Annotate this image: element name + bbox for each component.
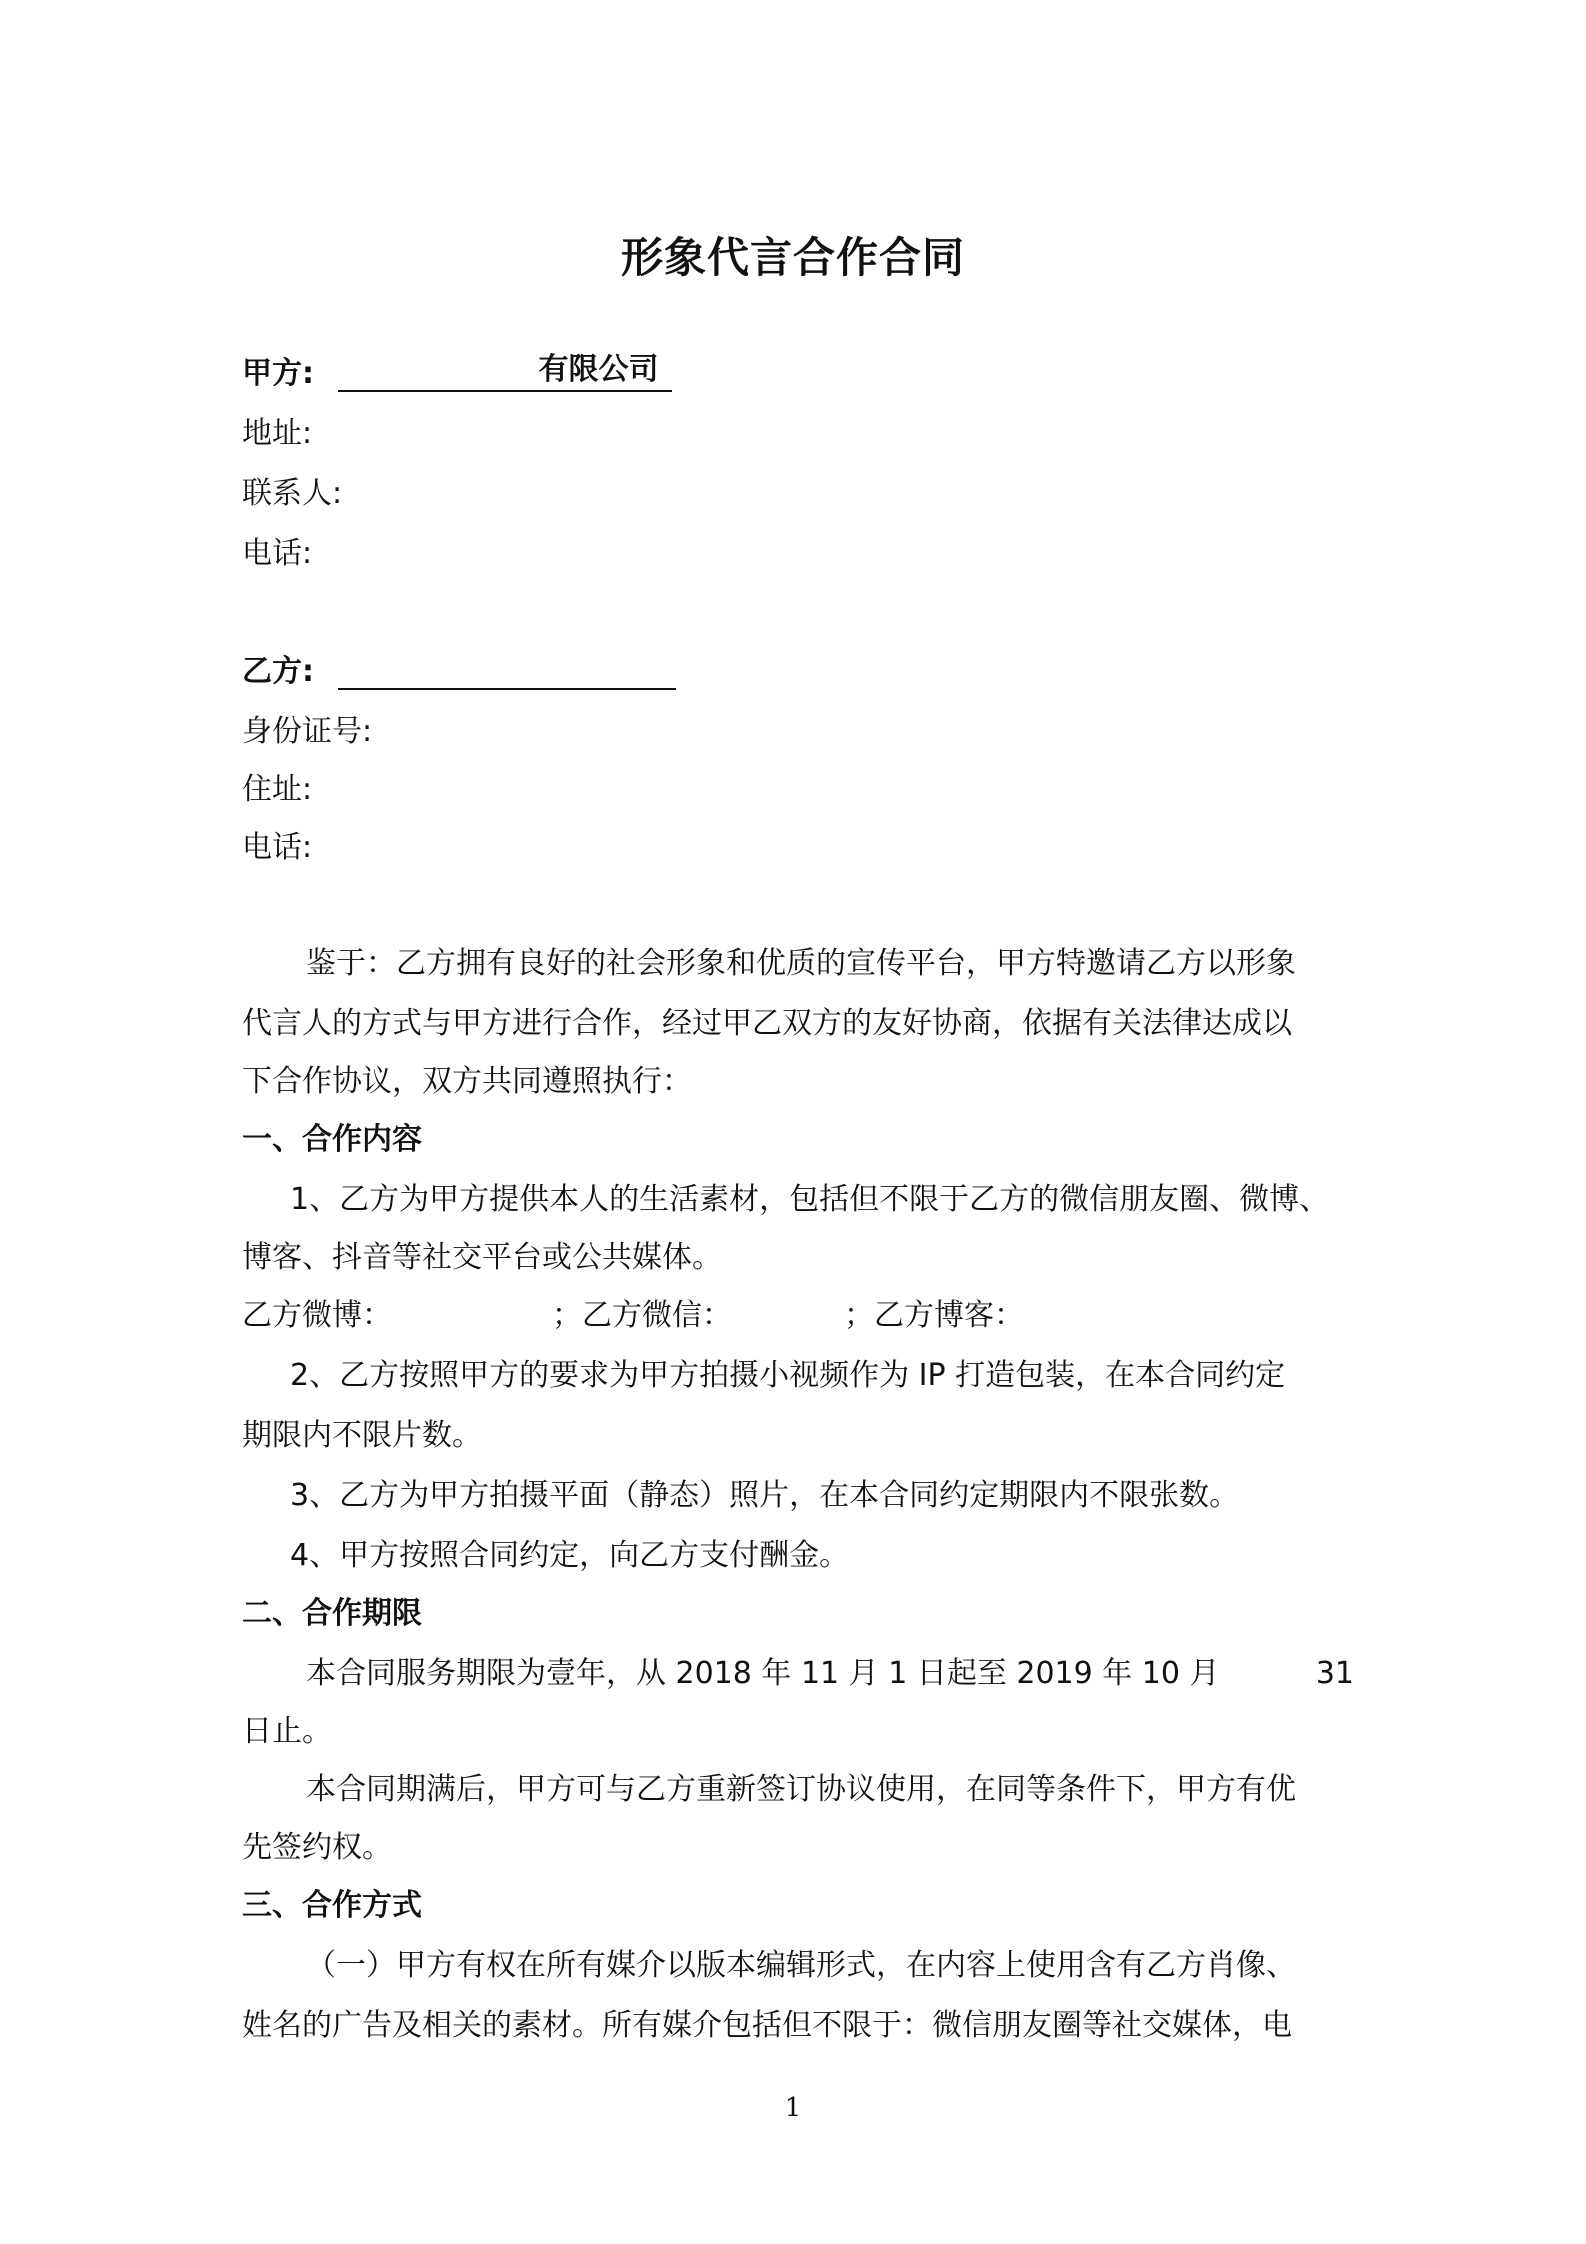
section-1-item-1-line-2: 博客、抖音等社交平台或公共媒体。 (242, 1240, 722, 1275)
preamble-line-2: 代言人的方式与甲方进行合作，经过甲乙双方的友好协商，依据有关法律达成以 (242, 1006, 1292, 1041)
term-line-1 (306, 1652, 1354, 1696)
party-b-name-blank (338, 650, 676, 690)
party-b-phone-label: 电话: (242, 830, 313, 865)
party-a-contact-label: 联系人: (242, 476, 343, 511)
party-a-phone-label: 电话: (242, 536, 313, 571)
section-3-heading: 三、合作方式 (242, 1888, 422, 1923)
document-title: 形象代言合作合同 (620, 233, 965, 282)
section-1-item-2-line-1: 2、乙方按照甲方的要求为甲方拍摄小视频作为 IP 打造包装，在本合同约定 (290, 1358, 1286, 1393)
section-1-item-1-line-1: 1、乙方为甲方提供本人的生活素材，包括但不限于乙方的微信朋友圈、微博、 (290, 1182, 1330, 1217)
term-day: 31 (1315, 1656, 1354, 1691)
wechat-label: ；乙方微信： (552, 1298, 732, 1333)
party-b-residence-label: 住址: (242, 772, 313, 807)
party-a-row (242, 352, 672, 396)
page-number: 1 (784, 2093, 802, 2123)
section-3-item-1-line-1: （一）甲方有权在所有媒介以版本编辑形式，在内容上使用含有乙方肖像、 (306, 1948, 1296, 1983)
social-accounts-row (242, 1294, 1024, 1338)
party-a-company: 有限公司 (538, 352, 659, 387)
section-1-item-2-line-2: 期限内不限片数。 (242, 1418, 482, 1453)
renew-line-2: 先签约权。 (242, 1830, 392, 1865)
section-2-heading: 二、合作期限 (242, 1596, 422, 1631)
term-line-2: 日止。 (242, 1714, 332, 1749)
weibo-label: 乙方微博： (242, 1298, 392, 1333)
party-b-row (242, 650, 676, 694)
party-a-address-label: 地址: (242, 416, 313, 451)
party-a-label: 甲方: (242, 356, 314, 391)
preamble-line-3: 下合作协议，双方共同遵照执行： (242, 1064, 692, 1099)
section-1-item-3: 3、乙方为甲方拍摄平面（静态）照片，在本合同约定期限内不限张数。 (290, 1478, 1240, 1513)
party-b-id-label: 身份证号: (242, 714, 373, 749)
party-a-name-blank (338, 352, 672, 392)
term-text: 本合同服务期限为壹年，从 2018 年 11 月 1 日起至 2019 年 10 月 (306, 1656, 1220, 1691)
section-1-heading: 一、合作内容 (242, 1122, 422, 1157)
party-b-label: 乙方: (242, 654, 314, 689)
renew-line-1: 本合同期满后，甲方可与乙方重新签订协议使用，在同等条件下，甲方有优 (306, 1772, 1296, 1807)
blog-label: ；乙方博客： (844, 1298, 1024, 1333)
section-3-item-1-line-2: 姓名的广告及相关的素材。所有媒介包括但不限于：微信朋友圈等社交媒体，电 (242, 2008, 1292, 2043)
preamble-line-1: 鉴于：乙方拥有良好的社会形象和优质的宣传平台，甲方特邀请乙方以形象 (306, 946, 1296, 981)
section-1-item-4: 4、甲方按照合同约定，向乙方支付酬金。 (290, 1538, 850, 1573)
